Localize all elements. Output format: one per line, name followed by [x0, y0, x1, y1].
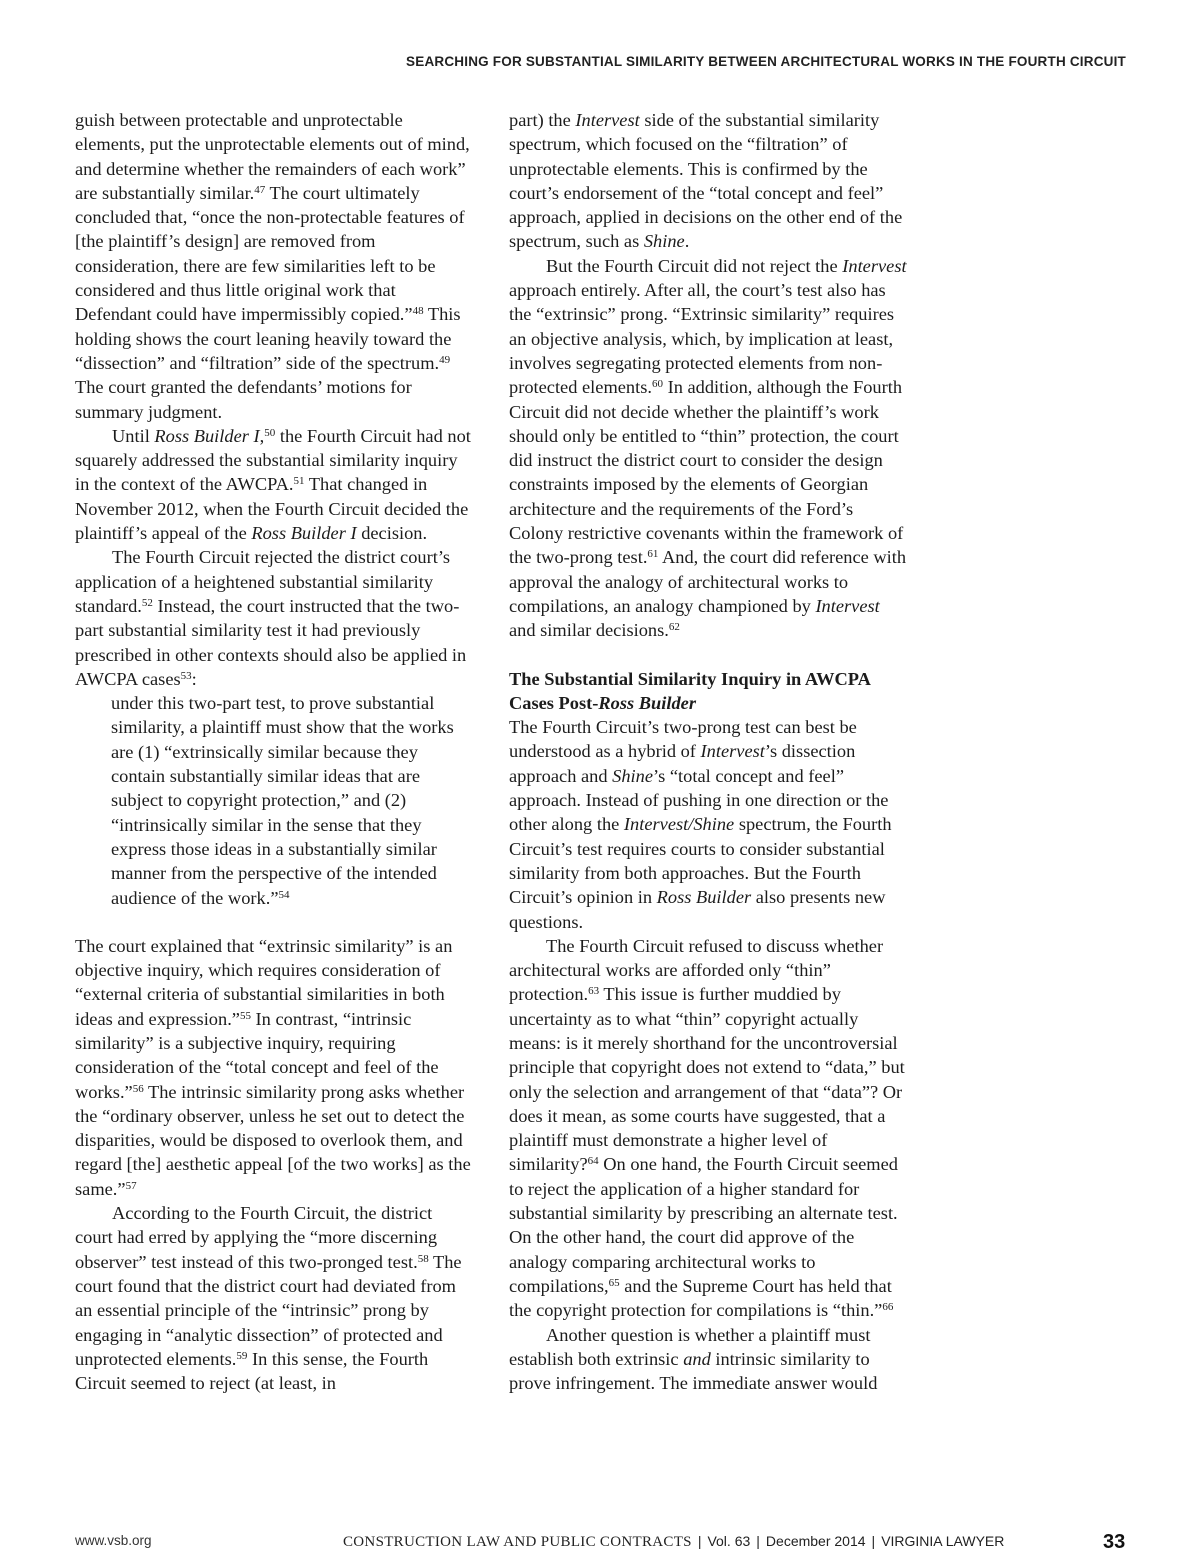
footnote-ref[interactable]: 56 — [132, 1082, 144, 1095]
footnote-ref[interactable]: 63 — [588, 985, 600, 998]
footnote-ref[interactable]: 54 — [278, 888, 290, 901]
paragraph: But the Fourth Circuit did not reject the Intervest approach entirely. After all, the court’s test also has the “extrinsic” prong. “Extrinsic similarity” requires an objective analysis, which, by implication at least, involves segregating protected elements from non-protected elements.$^{60}$ In addition, although the Fourth Circuit did not decide whether the plaintiff’s work should only be entitled to “thin” protection, the court did instruct the district court to consider the design constraints imposed by the elements of Georgian architecture and the requirements of the Ford’s Colony restrictive covenants within the framework of the two-prong test.$^{61}$ And, the court did reference with approval the analogy of architectural works to compilations, an analogy championed by Intervest and similar decisions.$^{62}$ — [509, 255, 907, 641]
footnote-ref[interactable]: 50 — [264, 426, 276, 439]
case-name: Intervest — [700, 741, 765, 762]
paragraph: According to the Fourth Circuit, the district court had erred by applying the “more discerning observer” test instead of this two-pronged test.$^{58}$ The court found that the district court had deviated from an essential principle of the “intrinsic” prong by engaging in “analytic dissection” of protected and unprotected elements.$^{59}$ In this sense, the Fourth Circuit seemed to reject (at least, in — [75, 1203, 462, 1394]
footer-journal-line: CONSTRUCTION LAW AND PUBLIC CONTRACTS | Vol. 63 | December 2014 | VIRGINIA LAWYER — [343, 1533, 1005, 1550]
case-name: Intervest — [842, 255, 907, 276]
paragraph: The court explained that “extrinsic similarity” is an objective inquiry, which requires consideration of “external criteria of substantial similarities in both ideas and expression.”$^{55}$ In contrast, “intrinsic similarity” is a subjective inquiry, requiring consideration of the “total concept and feel of the works.”$^{56}$ The intrinsic similarity prong asks whether the “ordinary observer, unless he set out to detect the disparities, would be disposed to overlook them, and regard [the] aesthetic appeal [of the two works] as the same.”$^{57}$ — [75, 935, 471, 1199]
left-column — [75, 108, 473, 1395]
footnote-ref[interactable]: 57 — [125, 1179, 137, 1192]
volume: Vol. 63 — [707, 1533, 751, 1549]
paragraph: Until Ross Builder I,$^{50}$ the Fourth Circuit had not squarely addressed the substantial similarity inquiry in the context of the AWCPA.$^{51}$ That changed in November 2012, when the Fourth Circuit decided the plaintiff’s appeal of the Ross Builder I decision. — [75, 425, 471, 544]
case-name: Intervest — [815, 595, 880, 616]
paragraph: guish between protectable and unprotectable elements, put the unprotectable elements out of mind, and determine whether the remainders of each work” are substantially similar.$^{47}$ The court ultimately concluded that, “once the non-protectable features of [the plaintiff’s design] are removed from consideration, there are few similarities left to be considered and thus little original work that Defendant could have impermissibly copied.”$^{48}$ This holding shows the court leaning heavily toward the “dissection” and “filtration” side of the spectrum.$^{49}$ The court granted the defendants’ motions for summary judgment. — [75, 110, 470, 422]
footnote-ref[interactable]: 65 — [608, 1276, 620, 1289]
footnote-ref[interactable]: 53 — [180, 669, 192, 682]
footnote-ref[interactable]: 52 — [141, 596, 153, 609]
footnote-ref[interactable]: 51 — [293, 475, 305, 488]
footnote-ref[interactable]: 47 — [254, 183, 266, 196]
case-name: Intervest — [575, 110, 640, 130]
footnote-ref[interactable]: 48 — [412, 305, 424, 318]
page-footer — [0, 1531, 1200, 1555]
footnote-ref[interactable]: 64 — [587, 1155, 599, 1168]
paragraph: The Fourth Circuit rejected the district court’s application of a heightened substantial similarity standard.$^{52}$ Instead, the court instructed that the two-part substantial similarity test it had previously prescribed in other contexts should also be applied in AWCPA cases$^{53}$: — [75, 547, 467, 689]
page-number: 33 — [1103, 1531, 1126, 1553]
running-header: SEARCHING FOR SUBSTANTIAL SIMILARITY BETWEEN ARCHITECTURAL WORKS IN THE FOURTH CIRCUIT — [406, 54, 1126, 69]
footnote-ref[interactable]: 49 — [439, 353, 451, 366]
footnote-ref[interactable]: 66 — [882, 1301, 894, 1314]
case-name: Ross Builder I — [154, 425, 260, 446]
case-name: Shine — [643, 231, 685, 252]
paragraph: The Fourth Circuit’s two-prong test can best be understood as a hybrid of Intervest’s dissection approach and Shine’s “total concept and feel” approach. Instead of pushing in one direction or the other along the Intervest/Shine spectrum, the Fourth Circuit’s test requires courts to consider substantial similarity from both approaches. But the Fourth Circuit’s opinion in Ross Builder also presents new questions. — [509, 717, 892, 932]
website-link[interactable]: www.vsb.org — [75, 1533, 152, 1548]
section-heading: The Substantial Similarity Inquiry in AWCPA Cases Post-Ross Builder — [509, 668, 870, 713]
right-column — [509, 108, 909, 1395]
case-name: Ross Builder I — [251, 523, 357, 544]
footnote-ref[interactable]: 61 — [647, 548, 659, 561]
case-name: Intervest/Shine — [623, 814, 735, 835]
footnote-ref[interactable]: 59 — [236, 1349, 248, 1362]
case-name: Shine — [612, 765, 654, 786]
footnote-ref[interactable]: 60 — [651, 378, 663, 391]
case-name: Ross Builder — [656, 887, 752, 908]
footnote-ref[interactable]: 58 — [417, 1252, 429, 1265]
emphasis: and — [683, 1348, 711, 1369]
footnote-ref[interactable]: 55 — [239, 1009, 251, 1022]
block-quote: under this two-part test, to prove substantial similarity, a plaintiff must show that the works are (1) “extrinsically similar because they contain substantially similar ideas that are subject to copyright protection,” and (2) “intrinsically similar in the sense that they express those ideas in a substantially similar manner from the perspective of the intended audience of the work.”$^{54}$ — [111, 693, 454, 908]
publication-name: VIRGINIA LAWYER — [881, 1533, 1005, 1549]
issue-date: December 2014 — [765, 1533, 866, 1549]
paragraph: Another question is whether a plaintiff must establish both extrinsic and intrinsic similarity to prove infringement. The immediate answer would — [509, 1324, 878, 1394]
footnote-ref[interactable]: 62 — [668, 621, 680, 634]
paragraph: part) the Intervest side of the substantial similarity spectrum, which focused on the “filtration” of unprotectable elements. This is confirmed by the court’s endorsement of the “total concept and feel” approach, applied in decisions on the other end of the spectrum, such as Shine. — [509, 110, 903, 252]
journal-title: CONSTRUCTION LAW AND PUBLIC CONTRACTS — [343, 1534, 692, 1550]
paragraph: The Fourth Circuit refused to discuss whether architectural works are afforded only “thin” protection.$^{63}$ This issue is further muddied by uncertainty as to what “thin” copyright actually means: is it merely shorthand for the uncontroversial principle that copyright does not extend to “data,” but only the selection and arrangement of that “data”? Or does it mean, as some courts have suggested, that a plaintiff must demonstrate a higher level of similarity?$^{64}$ On one hand, the Fourth Circuit seemed to reject the application of a higher standard for substantial similarity by prescribing an alternate test. On the other hand, the court did approve of the analogy comparing architectural works to compilations,$^{65}$ and the Supreme Court has held that the copyright protection for compilations is “thin.”$^{66}$ — [509, 935, 905, 1321]
